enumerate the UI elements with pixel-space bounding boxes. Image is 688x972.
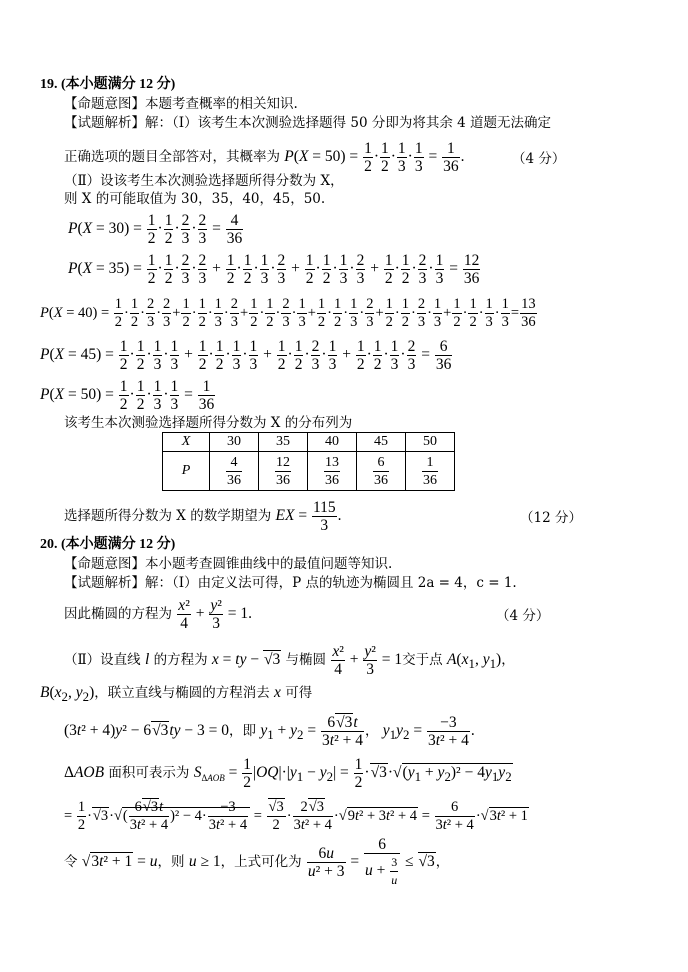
q19-header: 19. (本小题满分 12 分) bbox=[40, 77, 176, 92]
q19-p50-formula: P(X = 50) = $\frac{1}{2}$ · $\frac{1}{2}$ · $\frac{1}{3}$ · $\frac{1}{3}$ = $\frac{1}{36}$ bbox=[40, 377, 215, 413]
q20-intent: 【命题意图】本小题考查圆锥曲线中的最值问题等知识. bbox=[64, 556, 393, 572]
table-cell: $\frac{6}{36}$ bbox=[357, 452, 406, 491]
table-cell: 35 bbox=[259, 433, 308, 452]
q19-part1-formula: P(X = 50) = $\frac{1}{2}$ · $\frac{1}{2}$ · $\frac{1}{3}$ · $\frac{1}{3}$ = $\frac{1}{36}$ . bbox=[284, 139, 465, 175]
q20-ellipse-score: （4 分） bbox=[496, 608, 550, 624]
q19-part1-line bbox=[64, 137, 464, 177]
q20-part2-ellipse: $\frac{\text{x²}}{4}$ + $\frac{\text{y²}}{3}$ = 1 bbox=[332, 642, 403, 678]
q20-part2-line2: $B(x_2$, $y_2$)，联立直线与椭圆的方程消去 x 可得 bbox=[40, 684, 313, 705]
table-cell: $\frac{12}{36}$ bbox=[259, 452, 308, 491]
table-row bbox=[163, 433, 455, 452]
q20-sub-line: 令 √3t² + 1 = u，则 u ≥ 1，上式可化为 $\frac{6u}{\text{u² + 3}}$ = 6 u + $\frac{3}{u}$ ≤ √3， bbox=[64, 836, 450, 887]
table-cell-x-label: X bbox=[163, 433, 210, 452]
q20-header: 20. (本小题满分 12 分) bbox=[40, 537, 176, 552]
table-cell: $\frac{13}{36}$ bbox=[308, 452, 357, 491]
q19-part1-text: 正确选项的题目全部答对，其概率为 bbox=[64, 149, 280, 165]
q20-area-line: ΔAOB 面积可表示为 $S_{\Delta AOB}$ = $\frac{1}{2}$ $|OQ|\cdot|y_1 - y_2|$ = $\frac{1}{2}$ $\cdot√3\cdot√(y_1 + y_2)^2 - 4y_1y_2$ bbox=[64, 755, 512, 791]
q19-dist-caption: 该考生本次测验选择题所得分数为 X 的分布列为 bbox=[64, 415, 353, 431]
table-cell: 50 bbox=[406, 433, 455, 452]
q20-quadratic-line: (3t² + 4)y² − 6√3ty − 3 = 0，即 $y_1 + y_2$ = $\frac{6√3t}{\text{3t² + 4}}$ ， $y_1y_2$ = $\frac{-3}{\text{3t² + 4}}$ . bbox=[64, 713, 475, 749]
table-cell: 45 bbox=[357, 433, 406, 452]
q20-ellipse-text: 因此椭圆的方程为 bbox=[64, 606, 172, 622]
table-cell: $\frac{4}{36}$ bbox=[210, 452, 259, 491]
q20-ellipse-formula: $\frac{\text{x²}}{4}$ + $\frac{\text{y²}}{3}$ = 1. bbox=[178, 596, 253, 632]
distribution-table bbox=[162, 432, 455, 491]
q20-part2-line1-a: （Ⅱ）设直线 l 的方程为 x = ty − √3 与椭圆 bbox=[64, 651, 327, 668]
q19-intent: 【命题意图】本题考查概率的相关知识. bbox=[64, 96, 298, 112]
q20-area-line2: = $\frac{1}{2}$ ·√3·√( $\frac{6√3t}{\text{3t² + 4}}$ )² − 4· $\frac{-3}{\text{3t² + 4}}$ = $\frac{√3}{2}$ · $\frac{2√3}{\text{3t² + 4}}$ ·√9t² + 3t² + 4 = $\frac{6}{\text{3t² + 4}}$ ·√3t² + 1 bbox=[64, 799, 528, 834]
q19-part2-line1: （Ⅱ）设该考生本次测验选择题所得分数为 X， bbox=[64, 173, 344, 189]
table-cell: 40 bbox=[308, 433, 357, 452]
table-cell-p-label: P bbox=[163, 452, 210, 491]
q19-expect-line bbox=[64, 496, 342, 536]
q19-expect-score: （12 分） bbox=[520, 510, 582, 526]
q19-expect-text: 选择题所得分数为 X 的数学期望为 bbox=[64, 508, 272, 524]
q19-part2-line2: 则 X 的可能取值为 30，35，40，45，50. bbox=[64, 191, 326, 207]
table-cell: $\frac{1}{36}$ bbox=[406, 452, 455, 491]
table-row bbox=[163, 452, 455, 491]
table-cell: 30 bbox=[210, 433, 259, 452]
q20-part2-line1: （Ⅱ）设直线 l 的方程为 x = ty − √3 与椭圆 $\frac{\text{x²}}{4}$ + $\frac{\text{y²}}{3}$ = 1交于点 $A(x_1$, $y_1$)， bbox=[64, 642, 515, 678]
q19-expect-formula: EX = $\frac{115}{3}$ . bbox=[275, 498, 342, 534]
q19-p30-formula: P(X = 30) = $\frac{1}{2}$ · $\frac{1}{2}$ · $\frac{2}{3}$ · $\frac{2}{3}$ = $\frac{4}{36}$ bbox=[68, 211, 243, 247]
q19-p45-formula: P(X = 45) = $\frac{1}{2}$ · $\frac{1}{2}$ · $\frac{1}{3}$ · $\frac{1}{3}$ + $\frac{1}{2}$ · $\frac{1}{2}$ · $\frac{1}{3}$ · $\frac{1}{3}$ + $\frac{1}{2}$ · $\frac{1}{2}$ · $\frac{2}{3}$ · $\frac{1}{3}$ + $\frac{1}{2}$ · $\frac{1}{2}$ · $\frac{1}{3}$ · $\frac{2}{3}$ = $\frac{6}{36}$ bbox=[40, 337, 452, 373]
q19-part1-score: （4 分） bbox=[512, 151, 566, 167]
q20-ellipse-line bbox=[64, 594, 252, 634]
q19-p40-formula: P(X = 40) = $\frac{1}{2}$ · $\frac{1}{2}$ · $\frac{2}{3}$ · $\frac{2}{3}$ + $\frac{1}{2}$ · $\frac{1}{2}$ · $\frac{1}{3}$ · $\frac{2}{3}$ + $\frac{1}{2}$ · $\frac{1}{2}$ · $\frac{2}{3}$ · $\frac{1}{3}$ + $\frac{1}{2}$ · $\frac{1}{2}$ · $\frac{1}{3}$ · $\frac{2}{3}$ + $\frac{1}{2}$ · $\frac{1}{2}$ · $\frac{2}{3}$ · $\frac{1}{3}$ + $\frac{1}{2}$ · $\frac{1}{2}$ · $\frac{1}{3}$ · $\frac{1}{3}$ = $\frac{13}{36}$ bbox=[40, 296, 536, 331]
q19-analysis-line1: 【试题解析】解：（Ⅰ）该考生本次测验选择题得 50 分即为将其余 4 道题无法确定 bbox=[64, 115, 552, 131]
q20-analysis-line1: 【试题解析】解：（Ⅰ）由定义法可得，P 点的轨迹为椭圆且 2a = 4，c = 1. bbox=[64, 575, 517, 591]
q19-p35-formula: P(X = 35) = $\frac{1}{2}$ · $\frac{1}{2}$ · $\frac{2}{3}$ · $\frac{2}{3}$ + $\frac{1}{2}$ · $\frac{1}{2}$ · $\frac{1}{3}$ · $\frac{2}{3}$ + $\frac{1}{2}$ · $\frac{1}{2}$ · $\frac{1}{3}$ · $\frac{2}{3}$ + $\frac{1}{2}$ · $\frac{1}{2}$ · $\frac{2}{3}$ · $\frac{1}{3}$ = $\frac{12}{36}$ bbox=[68, 251, 480, 287]
